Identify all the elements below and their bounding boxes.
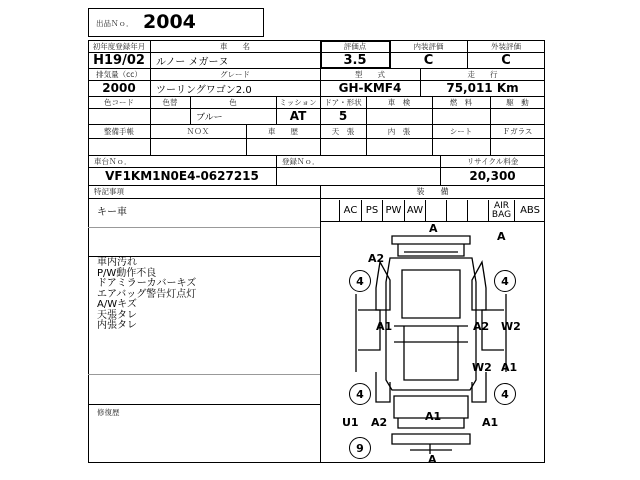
equipment-airbag: AIR BAG (489, 200, 515, 221)
first-reg-value: H19/02 (93, 52, 145, 68)
damage-mark: U1 (342, 416, 359, 429)
tire-front-right: 4 (494, 270, 516, 292)
fuel-label: 燃 料 (449, 97, 473, 107)
damage-mark: A1 (425, 410, 442, 423)
displacement-label: 排気量（cc） (96, 69, 142, 79)
transmission-value: AT (289, 109, 307, 123)
displacement-value: 2000 (102, 81, 136, 95)
damage-mark: A (429, 222, 438, 235)
service-book-label: 整備手帳 (104, 126, 134, 136)
seat-label: シート (449, 126, 473, 136)
recycle-fee-label: リサイクル料金 (466, 156, 519, 166)
doors-value: 5 (338, 109, 348, 123)
note-line: 内張タレ (97, 320, 137, 331)
note-line: 天張タレ (97, 309, 137, 321)
exterior-grade-value: C (501, 52, 511, 68)
note-line: P/W動作不良 (97, 267, 157, 279)
damage-mark: A2 (368, 252, 385, 265)
repair-history-title: 修復歴 (97, 408, 120, 417)
equipment-blank-3 (447, 200, 468, 221)
interior-grade-label: 内装評価 (413, 41, 444, 51)
tire-rear-right: 4 (494, 383, 516, 405)
grade-name-label: グレード (220, 69, 250, 79)
tire-front-left: 4 (349, 270, 371, 292)
note-line: A/Wキズ (97, 299, 137, 310)
damage-mark: W2 (501, 320, 521, 333)
equipment-aw: AW (405, 200, 426, 221)
chassis-no-label: 車台Ｎｏ． (94, 156, 132, 166)
mileage-value: 75,011 Km (446, 81, 519, 95)
note-line: 車内汚れ (97, 257, 137, 268)
equipment-abs: ABS (520, 205, 540, 216)
trim-label: 内 張 (387, 126, 411, 136)
damage-mark: A2 (371, 416, 388, 429)
inspection-label: 車 検 (387, 97, 411, 107)
headliner-label: 天 張 (331, 126, 355, 136)
nox-label: ＮＯＸ (186, 126, 210, 136)
damage-mark: W2 (472, 361, 492, 374)
damage-mark: A1 (482, 416, 499, 429)
registration-no-label: 登録Ｎｏ． (282, 156, 320, 166)
history-label: 車 歴 (268, 126, 298, 136)
lot-number: 2004 (143, 11, 196, 33)
note-line: ドアミラーカバーキズ (97, 278, 197, 289)
damage-mark: A (428, 453, 437, 466)
equipment-ac: AC (340, 200, 362, 221)
grade-name-value: ツーリングワゴン2.0 (156, 84, 252, 96)
color-value: ブルー (196, 112, 223, 123)
mileage-label: 走 行 (467, 69, 498, 79)
notes-line-key: キー車 (97, 207, 127, 218)
exterior-grade-label: 外装評価 (491, 41, 521, 51)
color-change-label: 色替 (162, 97, 178, 107)
notes-list (97, 258, 317, 332)
drive-label: 駆 動 (506, 97, 529, 107)
tire-rear-left: 4 (349, 383, 371, 405)
equipment-title: 装 備 (416, 187, 449, 196)
note-line: エアバッグ警告灯点灯 (97, 288, 197, 300)
damage-mark: A2 (473, 320, 490, 333)
score-value: 3.5 (343, 52, 367, 68)
notes-title: 特記事項 (94, 187, 124, 196)
chassis-no-value: VF1KM1N0E4-0627215 (105, 169, 259, 183)
model-code-value: GH-KMF4 (338, 81, 402, 95)
damage-mark: A1 (376, 320, 393, 333)
color-code-label: 色コード (104, 97, 134, 107)
equipment-ps: PS (362, 200, 383, 221)
recycle-fee-value: 20,300 (469, 169, 516, 183)
lot-number-label: 出品Ｎｏ． (96, 19, 134, 28)
lot-number-box (88, 8, 264, 37)
tire-spare: 9 (349, 437, 371, 459)
color-label: 色 (229, 97, 237, 107)
front-glass-label: Ｆガラス (502, 126, 533, 136)
first-reg-label: 初年度登録年月 (92, 41, 146, 51)
interior-grade-value: C (423, 52, 434, 68)
transmission-label: ミッション (279, 97, 317, 107)
car-name-value: ルノー メガーヌ (156, 56, 229, 68)
doors-label: ドア・形状 (324, 97, 362, 107)
score-label: 評価点 (343, 41, 367, 51)
equipment-blank-2 (426, 200, 447, 221)
damage-mark: A1 (501, 361, 518, 374)
equipment-blank-1 (320, 200, 340, 221)
damage-mark: A (497, 230, 506, 243)
equipment-blank-4 (468, 200, 489, 221)
equipment-pw: PW (383, 200, 405, 221)
car-name-label: 車 名 (220, 41, 250, 51)
model-code-label: 型 式 (355, 69, 385, 79)
